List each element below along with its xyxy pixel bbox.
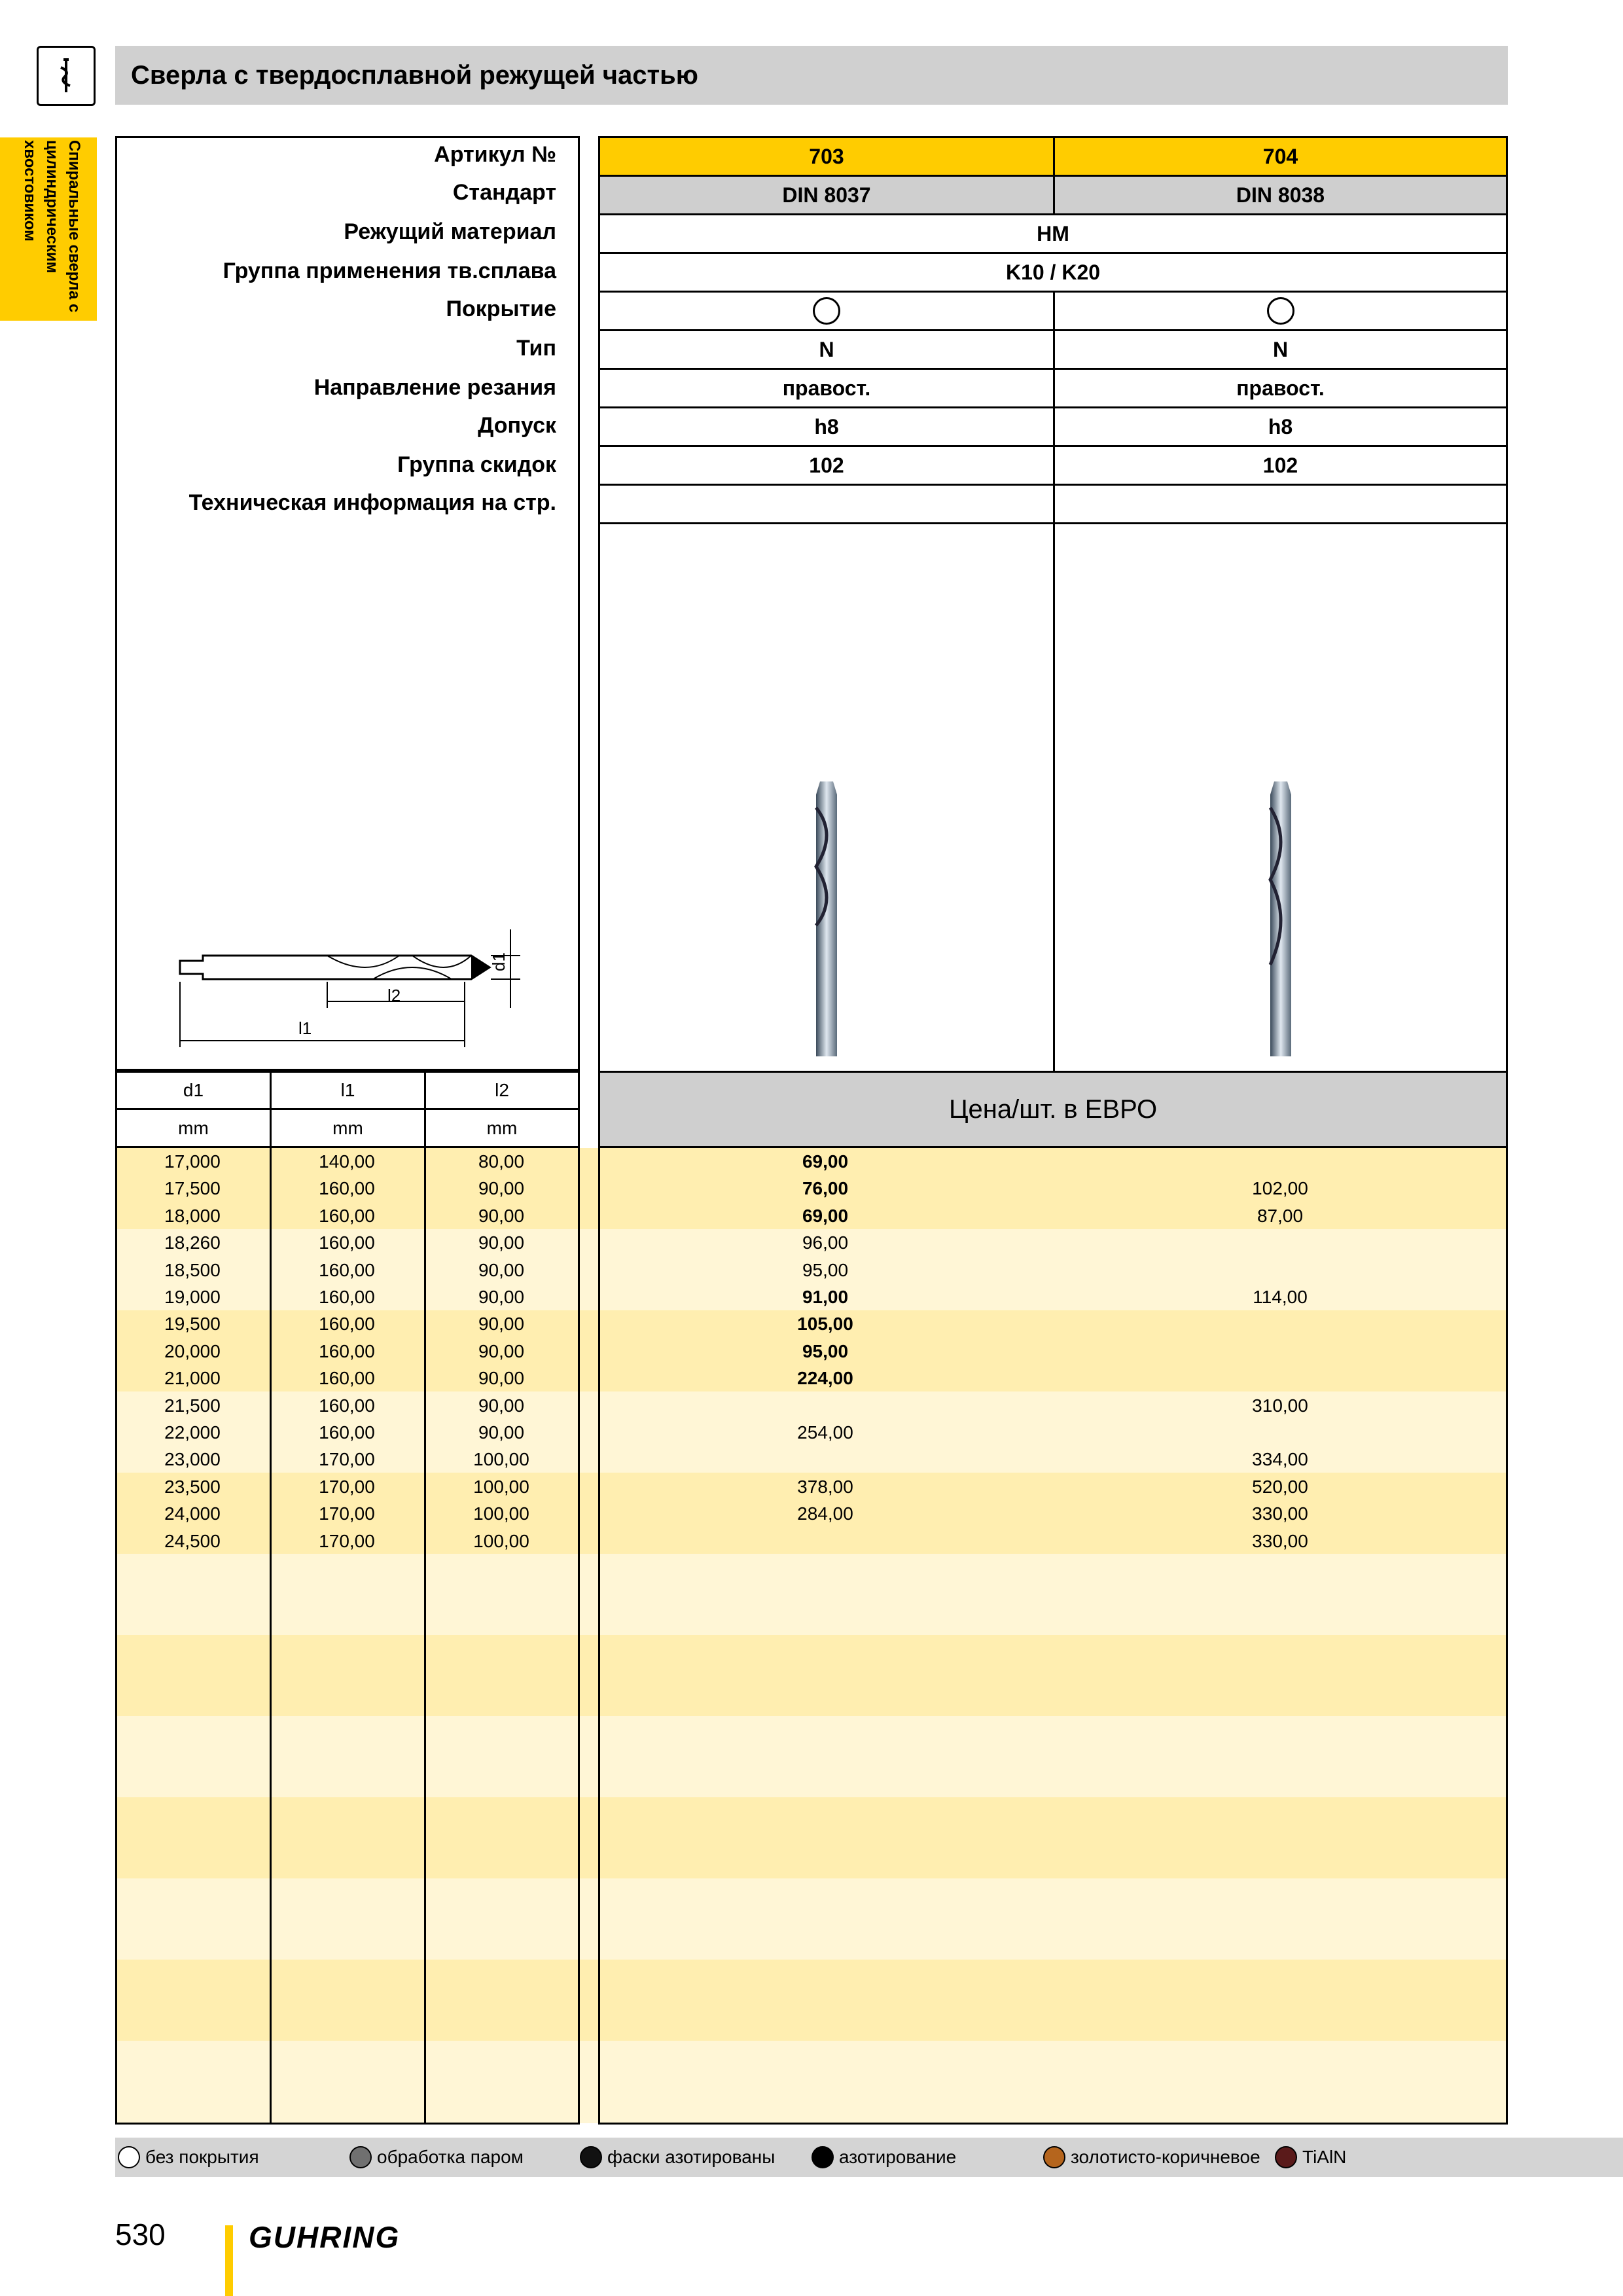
cell-l1: 170,00: [319, 1503, 375, 1524]
table-row: [115, 1283, 1508, 1311]
cell-l1: 140,00: [319, 1151, 375, 1172]
discount-704-cell: 102: [1053, 445, 1508, 486]
header-l1: l1: [270, 1071, 426, 1110]
table-row: [115, 1500, 1508, 1528]
label-tolerance: Допуск: [478, 413, 556, 438]
label-tech-info: Техническая информация на стр.: [188, 490, 556, 515]
cell-price-703: 96,00: [802, 1232, 849, 1253]
article-703-cell: 703: [598, 136, 1055, 177]
tialn-icon: [1275, 2146, 1297, 2168]
cell-l1: 170,00: [319, 1449, 375, 1470]
cell-l2: 100,00: [473, 1476, 529, 1497]
techinfo-703-cell: [598, 484, 1055, 524]
label-coating: Покрытие: [446, 296, 556, 321]
cell-l1: 160,00: [319, 1314, 375, 1335]
cell-d1: 22,000: [164, 1422, 221, 1443]
table-band: [115, 2041, 1508, 2123]
cell-price-703: 378,00: [797, 1476, 853, 1497]
label-cutting-direction: Направление резания: [313, 375, 556, 400]
table-row: [115, 1257, 1508, 1284]
cell-d1: 23,500: [164, 1476, 221, 1497]
cell-price-703: 91,00: [802, 1287, 849, 1307]
table-border-bottom: [115, 2123, 580, 2125]
label-application-group: Группа применения тв.сплава: [223, 259, 556, 283]
cell-d1: 24,500: [164, 1530, 221, 1551]
cell-price-704: 114,00: [1253, 1287, 1308, 1307]
product-703-image-cell: [598, 522, 1055, 1073]
material-cell: HM: [598, 213, 1508, 254]
cell-price-703: 105,00: [797, 1314, 853, 1335]
label-article: Артикул №: [434, 142, 556, 167]
nitrided-icon: [812, 2146, 834, 2168]
steam-treated-icon: [349, 2146, 372, 2168]
unit-d1: mm: [115, 1108, 272, 1148]
drill-704-image: [1255, 781, 1307, 1063]
cell-price-703: 95,00: [802, 1340, 849, 1361]
table-row: [115, 1175, 1508, 1202]
cell-price-703: 95,00: [802, 1259, 849, 1280]
cell-l1: 160,00: [319, 1340, 375, 1361]
cell-d1: 18,500: [164, 1259, 221, 1280]
cell-l2: 90,00: [478, 1314, 525, 1335]
cell-d1: 24,000: [164, 1503, 221, 1524]
gold-brown-icon: [1043, 2146, 1065, 2168]
chamfer-nitrided-icon: [580, 2146, 602, 2168]
table-row: [115, 1229, 1508, 1257]
table-band: [115, 1878, 1508, 1960]
tolerance-704-cell: h8: [1053, 406, 1508, 447]
cell-d1: 21,500: [164, 1395, 221, 1416]
drill-703-image: [800, 781, 853, 1063]
header-l2: l2: [424, 1071, 580, 1110]
cell-l1: 160,00: [319, 1232, 375, 1253]
cell-d1: 21,000: [164, 1368, 221, 1389]
table-band: [115, 1716, 1508, 1797]
standard-704-cell: DIN 8038: [1053, 175, 1508, 215]
cell-d1: 23,000: [164, 1449, 221, 1470]
header-d1: d1: [115, 1071, 272, 1110]
cell-price-704: 334,00: [1252, 1449, 1308, 1470]
cell-l1: 160,00: [319, 1395, 375, 1416]
cell-d1: 18,260: [164, 1232, 221, 1253]
cell-d1: 18,000: [164, 1205, 221, 1226]
legend-item: фаски азотированы: [580, 2138, 775, 2177]
table-border-bottom: [598, 2123, 1508, 2125]
type-703-cell: N: [598, 329, 1055, 370]
table-row: [115, 1419, 1508, 1446]
cell-l2: 90,00: [478, 1259, 525, 1280]
page-number: 530: [115, 2217, 166, 2251]
product-704-image-cell: [1053, 522, 1508, 1073]
drill-symbol-icon: [39, 48, 94, 104]
cell-l1: 170,00: [319, 1476, 375, 1497]
uncoated-circle-icon: [1267, 297, 1294, 325]
cell-l2: 90,00: [478, 1287, 525, 1307]
table-row: [115, 1365, 1508, 1392]
cell-l1: 160,00: [319, 1287, 375, 1307]
cell-price-703: 254,00: [797, 1422, 853, 1443]
article-704-cell: 704: [1053, 136, 1508, 177]
cell-l2: 90,00: [478, 1368, 525, 1389]
cell-price-704: 87,00: [1257, 1205, 1304, 1226]
uncoated-circle-icon: [813, 297, 840, 325]
direction-704-cell: правост.: [1053, 368, 1508, 408]
cell-l1: 160,00: [319, 1422, 375, 1443]
cell-l2: 90,00: [478, 1232, 525, 1253]
cell-d1: 20,000: [164, 1340, 221, 1361]
drill-dimension-drawing: [164, 916, 530, 1067]
table-row: [115, 1338, 1508, 1365]
drawing-label-d1: d1: [488, 952, 508, 971]
cell-l1: 160,00: [319, 1205, 375, 1226]
coating-703-cell: [598, 291, 1055, 331]
application-group-cell: K10 / K20: [598, 252, 1508, 293]
techinfo-704-cell: [1053, 484, 1508, 524]
direction-703-cell: правост.: [598, 368, 1055, 408]
cell-price-703: 69,00: [802, 1205, 849, 1226]
table-row: [115, 1202, 1508, 1230]
table-row: [115, 1148, 1508, 1175]
legend-item: без покрытия: [118, 2138, 259, 2177]
label-discount-group: Группа скидок: [397, 452, 556, 477]
cell-price-704: 520,00: [1252, 1476, 1308, 1497]
unit-l2: mm: [424, 1108, 580, 1148]
table-row: [115, 1310, 1508, 1338]
cell-l1: 170,00: [319, 1530, 375, 1551]
legend-item: азотирование: [812, 2138, 956, 2177]
table-row: [115, 1392, 1508, 1420]
label-cutting-material: Режущий материал: [344, 219, 556, 244]
cell-d1: 19,500: [164, 1314, 221, 1335]
section-logo-icon: [37, 46, 96, 106]
cell-l2: 80,00: [478, 1151, 525, 1172]
cell-d1: 19,000: [164, 1287, 221, 1307]
cell-price-704: 310,00: [1252, 1395, 1308, 1416]
coating-704-cell: [1053, 291, 1508, 331]
cell-l2: 90,00: [478, 1178, 525, 1199]
table-row: [115, 1446, 1508, 1473]
label-standard: Стандарт: [452, 180, 556, 205]
type-704-cell: N: [1053, 329, 1508, 370]
cell-l2: 90,00: [478, 1340, 525, 1361]
table-band: [115, 1635, 1508, 1716]
standard-703-cell: DIN 8037: [598, 175, 1055, 215]
cell-l2: 100,00: [473, 1449, 529, 1470]
discount-703-cell: 102: [598, 445, 1055, 486]
table-row: [115, 1473, 1508, 1501]
cell-price-703: 284,00: [797, 1503, 853, 1524]
cell-d1: 17,000: [164, 1151, 221, 1172]
cell-l2: 90,00: [478, 1395, 525, 1416]
cell-l1: 160,00: [319, 1368, 375, 1389]
cell-l2: 90,00: [478, 1205, 525, 1226]
cell-price-704: 330,00: [1252, 1503, 1308, 1524]
cell-price-703: 69,00: [802, 1151, 849, 1172]
cell-price-704: 330,00: [1252, 1530, 1308, 1551]
uncoated-circle-icon: [118, 2146, 140, 2168]
cell-l2: 90,00: [478, 1422, 525, 1443]
footer-accent-line: [225, 2225, 233, 2296]
legend-item: золотисто-коричневое: [1043, 2138, 1260, 2177]
price-header: Цена/шт. в ЕВРО: [598, 1071, 1508, 1148]
tolerance-703-cell: h8: [598, 406, 1055, 447]
unit-l1: mm: [270, 1108, 426, 1148]
page-title: Сверла с твердосплавной режущей частью: [131, 61, 698, 90]
cell-l2: 100,00: [473, 1503, 529, 1524]
side-tab-label: Спиральные сверла с цилиндрическим хвостовиком: [21, 140, 83, 313]
table-row: [115, 1528, 1508, 1555]
table-band: [115, 1797, 1508, 1878]
legend-item: обработка паром: [349, 2138, 524, 2177]
cell-d1: 17,500: [164, 1178, 221, 1199]
brand-logo: GUHRING: [249, 2220, 401, 2254]
cell-price-704: 102,00: [1252, 1178, 1308, 1199]
cell-l2: 100,00: [473, 1530, 529, 1551]
drawing-label-l1: l1: [298, 1018, 312, 1038]
table-band: [115, 1960, 1508, 2041]
cell-price-703: 76,00: [802, 1178, 849, 1199]
cell-l1: 160,00: [319, 1259, 375, 1280]
drawing-label-l2: l2: [387, 986, 401, 1005]
table-band: [115, 1554, 1508, 1635]
cell-l1: 160,00: [319, 1178, 375, 1199]
legend-item: TiAlN: [1275, 2138, 1346, 2177]
cell-price-703: 224,00: [797, 1368, 853, 1389]
label-type: Тип: [516, 336, 556, 361]
